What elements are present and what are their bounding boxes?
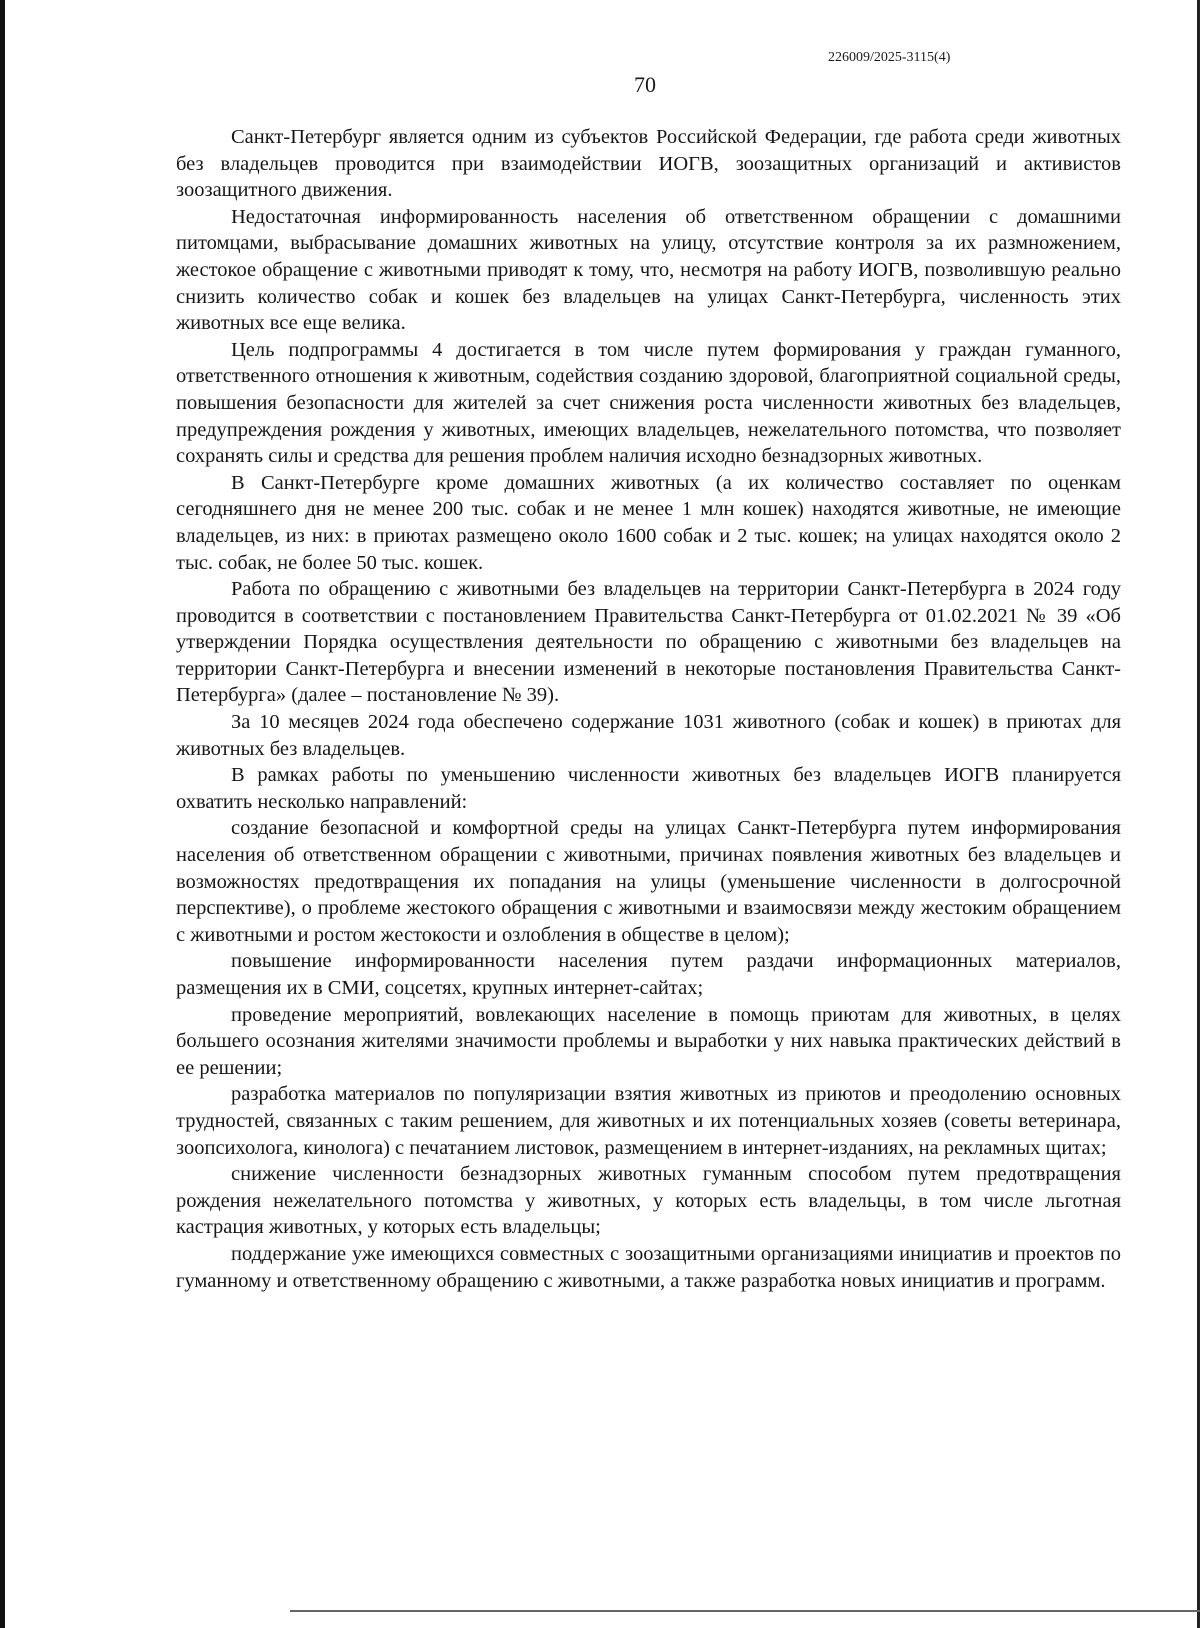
scan-left-edge — [0, 0, 5, 1628]
paragraph: В Санкт-Петербурге кроме домашних животных (а их количество составляет по оценкам сегодняшнего дня не менее 200 тыс. собак и не менее 1 млн кошек) находятся животные, не имеющие владельцев, из них: в приютах размещено около 1600 собак и 2 тыс. кошек; на улицах находятся около 2 тыс. собак, не более 50 тыс. кошек. — [176, 471, 1121, 574]
paragraph: Работа по обращению с животными без владельцев на территории Санкт-Петербурга в 2024 году проводится в соответствии с постановлением Правительства Санкт-Петербурга от 01.02.2021 № 39 «Об утверждении Порядка осуществления деятельности по обращению с животными без владельцев на территории Санкт-Петербурга и внесении изменений в некоторые постановления Правительства Санкт-Петербурга» (далее – постановление № 39). — [176, 578, 1121, 707]
paragraph: За 10 месяцев 2024 года обеспечено содержание 1031 животного (собак и кошек) в приютах для животных без владельцев. — [176, 711, 1121, 760]
scan-bottom-line — [290, 1610, 1200, 1612]
page-number: 70 — [634, 72, 656, 97]
document-id: 226009/2025-3115(4) — [828, 50, 951, 65]
paragraph: Цель подпрограммы 4 достигается в том числе путем формирования у граждан гуманного, ответственного отношения к животным, содействия созданию здоровой, благоприятной социальной среды, повышения безопасности для жителей за счет снижения роста численности животных без владельцев, предупреждения рождения у животных, имеющих владельцев, нежелательного потомства, что позволяет сохранять силы и средства для решения проблем наличия исходно безнадзорных животных. — [176, 338, 1121, 468]
body-text — [176, 124, 1121, 1294]
paragraph: Санкт-Петербург является одним из субъектов Российской Федерации, где работа среди животных без владельцев проводится при взаимодействии ИОГВ, зоозащитных организаций и активистов зоозащитного движения. — [176, 126, 1121, 202]
list-item: повышение информированности населения путем раздачи информационных материалов, размещения их в СМИ, соцсетях, крупных интернет-сайтах; — [176, 950, 1121, 999]
paragraph: В рамках работы по уменьшению численности животных без владельцев ИОГВ планируется охватить несколько направлений: — [176, 764, 1121, 813]
list-item: снижение численности безнадзорных животных гуманным способом путем предотвращения рождения нежелательного потомства у животных, у которых есть владельцы, в том числе льготная кастрация животных, у которых есть владельцы; — [176, 1163, 1121, 1239]
list-item: разработка материалов по популяризации взятия животных из приютов и преодолению основных трудностей, связанных с таким решением, для животных и их потенциальных хозяев (советы ветеринара, зоопсихолога, кинолога) с печатанием листовок, размещением в интернет-изданиях, на рекламных щитах; — [176, 1083, 1121, 1159]
list-item: проведение мероприятий, вовлекающих население в помощь приютам для животных, в целях большего осознания жителями значимости проблемы и выработки у них навыка практических действий в ее решении; — [176, 1003, 1121, 1079]
paragraph: Недостаточная информированность населения об ответственном обращении с домашними питомцами, выбрасывание домашних животных на улицу, отсутствие контроля за их размножением, жестокое обращение с животными приводят к тому, что, несмотря на работу ИОГВ, позволившую реально снизить количество собак и кошек без владельцев на улицах Санкт-Петербурга, численность этих животных все еще велика. — [176, 205, 1121, 335]
list-item: создание безопасной и комфортной среды на улицах Санкт-Петербурга путем информирования населения об ответственном обращении с животными, причинах появления животных без владельцев и возможностях предотвращения их попадания на улицы (уменьшение численности в долгосрочной перспективе), о проблеме жестокого обращения с животными и взаимосвязи между жестоким обращением с животными и ростом жестокости и озлобления в обществе в целом); — [176, 817, 1121, 946]
list-item: поддержание уже имеющихся совместных с зоозащитными организациями инициатив и проектов по гуманному и ответственному обращению с животными, а также разработка новых инициатив и программ. — [176, 1242, 1121, 1292]
